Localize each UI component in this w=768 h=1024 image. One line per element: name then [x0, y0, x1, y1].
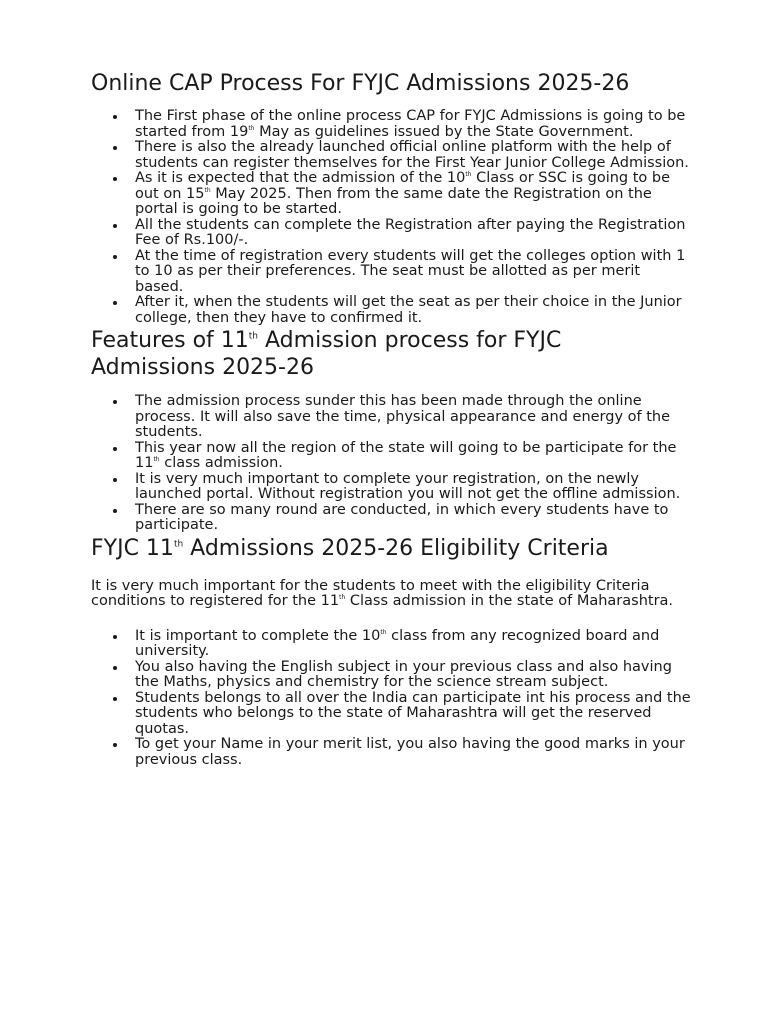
heading-online-cap-process: Online CAP Process For FYJC Admissions 2025-26: [91, 71, 630, 96]
features-list: [91, 394, 691, 534]
ordinal-superscript: th: [380, 628, 387, 636]
list-item: At the time of registration every students will get the colleges option with 1 to 10 as per their preferences. The seat must be allotted as per merit based.: [91, 249, 691, 296]
list-item: It is very much important to complete your registration, on the newly launched portal. Without registration you will not get the offline admission.: [91, 472, 691, 503]
list-item: To get your Name in your merit list, you also having the good marks in your previous class.: [91, 737, 691, 768]
ordinal-superscript: th: [153, 456, 160, 464]
ordinal-superscript: th: [465, 171, 472, 179]
document-content: [91, 70, 691, 768]
list-item: You also having the English subject in your previous class and also having the Maths, physics and chemistry for the science stream subject.: [91, 660, 691, 691]
list-item: There is also the already launched official online platform with the help of students can register themselves for the First Year Junior College Admission.: [91, 140, 691, 171]
cap-process-list: [91, 109, 691, 326]
list-item: The First phase of the online process CAP for FYJC Admissions is going to be started from 19th May as guidelines issued by the State Government.: [91, 109, 691, 140]
list-item: As it is expected that the admission of the 10th Class or SSC is going to be out on 15th May 2025. Then from the same date the Registration on the portal is going to be started.: [91, 171, 691, 218]
ordinal-superscript: th: [204, 186, 211, 194]
ordinal-superscript: th: [248, 331, 259, 342]
list-item: After it, when the students will get the seat as per their choice in the Junior college, then they have to confirmed it.: [91, 295, 691, 326]
ordinal-superscript: th: [173, 539, 184, 550]
eligibility-intro-paragraph: It is very much important for the students to meet with the eligibility Criteria conditions to registered for the 11th Class admission in the state of Maharashtra.: [91, 577, 674, 609]
list-item: All the students can complete the Registration after paying the Registration Fee of Rs.100/-.: [91, 218, 691, 249]
list-item: There are so many round are conducted, in which every students have to participate.: [91, 503, 691, 534]
list-item: The admission process sunder this has been made through the online process. It will also save the time, physical appearance and energy of the students.: [91, 394, 691, 441]
list-item: This year now all the region of the state will going to be participate for the 11th class admission.: [91, 441, 691, 472]
list-item: Students belongs to all over the India can participate int his process and the students who belongs to the state of Maharashtra will get the reserved quotas.: [91, 691, 691, 738]
heading-features: Features of 11th Admission process for FYJC Admissions 2025-26: [91, 328, 562, 380]
ordinal-superscript: th: [248, 124, 255, 132]
list-item: It is important to complete the 10th class from any recognized board and university.: [91, 629, 691, 660]
ordinal-superscript: th: [339, 594, 346, 602]
eligibility-list: [91, 629, 691, 769]
heading-eligibility-criteria: FYJC 11th Admissions 2025-26 Eligibility Criteria: [91, 535, 609, 561]
